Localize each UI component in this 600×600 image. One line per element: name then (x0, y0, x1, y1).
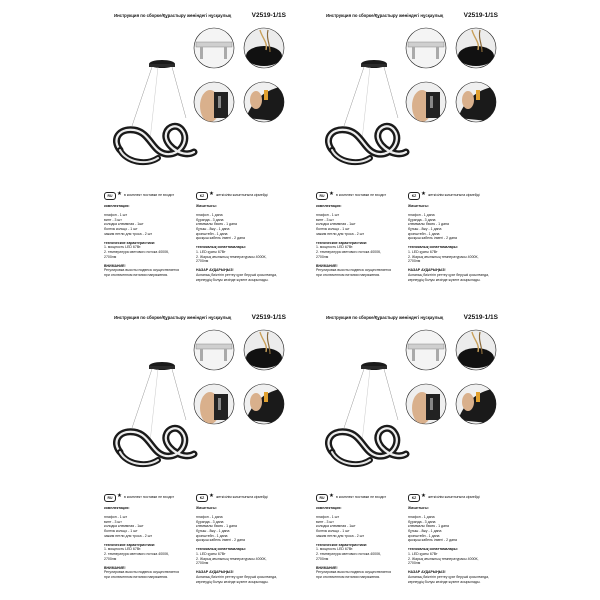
text-line: клеммалы бөсек - 1 дана (196, 222, 237, 227)
text-line: 2. Жарық ағынының температурасы 4000К, (196, 556, 267, 561)
text-line: болтик кольцо - 1 шт (104, 226, 138, 231)
ru-badge: RU (104, 192, 116, 200)
text-line: колодка клеммная - 1шт (316, 222, 356, 227)
text-line: 1. LED қуаты 67Вт (408, 249, 438, 254)
text-line: плафон - 1 дана (408, 213, 435, 218)
ru-column (104, 506, 192, 580)
text-line: Жиынтығы: (196, 204, 217, 208)
text-line: қысқыш кабель ілмегі - 2 дана (196, 538, 245, 543)
kz-column (408, 506, 502, 584)
text-line: Регулировка высоты подвеса осуществляется (316, 268, 392, 273)
text-line: плафон - 1 дана (196, 213, 223, 218)
legend-ru (316, 494, 408, 502)
lamp-illustration (106, 360, 202, 478)
text-line: комплектация: (104, 204, 130, 208)
card-top-right (312, 8, 502, 288)
text-line: бұгыш - 8жу - 1 дана (196, 226, 230, 231)
text-line: қысқыш кабель ілмегі - 2 дана (408, 236, 457, 241)
text-line: кернеудің болуы кезінде жүзеге асырылады. (196, 579, 269, 584)
text-line: кронштейн - 1 дана (196, 231, 228, 236)
text-line: кернеудің болуы кезінде жүзеге асырылады. (408, 579, 481, 584)
text-line: 2700лм (104, 254, 117, 259)
legend-text: жеткізілім жиынтығына кірмейді (428, 192, 480, 197)
text-line: зажим петли для троса - 2 шт (316, 533, 365, 538)
text-line: плафон - 1 шт (104, 213, 128, 218)
model-number: V2519-1/1S (251, 12, 286, 19)
ru-badge: RU (104, 494, 116, 502)
text-line: 1. LED қуаты 67Вт (408, 551, 438, 556)
text-line: бұгыш - 8жу - 1 дана (408, 226, 442, 231)
text-line: Регулировка высоты подвеса осуществляется (104, 570, 180, 575)
text-line: ВНИМАНИЕ! (104, 565, 126, 570)
star-icon: ★ (117, 191, 122, 197)
card-bottom-left (100, 310, 290, 590)
header-title: Инструкция по сборке/Құрастыру жөніндегі нұсқаулық (326, 13, 444, 18)
text-line: кернеудің болуы кезінде жүзеге асырылады. (408, 277, 481, 282)
card-header (114, 13, 290, 23)
legend-text: в комплект поставки не входит (336, 494, 387, 499)
text-line: винт - 3 шт (316, 519, 334, 524)
text-line: кронштейн - 1 дана (196, 533, 228, 538)
kz-column (196, 204, 290, 282)
text-line: клеммалы бөсек - 1 дана (196, 524, 237, 529)
text-line: клеммалы бөсек - 1 дана (408, 524, 449, 529)
assembly-photos (190, 328, 290, 442)
lamp-illustration (106, 58, 202, 176)
text-line: 2700лм (196, 561, 209, 566)
ru-column (316, 506, 404, 580)
text-line: 2. Жарық ағынының температурасы 4000К, (196, 254, 267, 259)
kz-column (408, 204, 502, 282)
text-line: 2. температура светового потока 4000К, (316, 249, 382, 254)
text-line: комплектация: (104, 506, 130, 510)
ru-column (316, 204, 404, 278)
text-line: техникалық сипаттамалары: (196, 245, 246, 250)
text-line: 1. мощность LED 67Вт. (316, 547, 354, 552)
model-number: V2519-1/1S (463, 314, 498, 321)
ru-column (104, 204, 192, 278)
text-line: Аспаның биіктігін реттеу қуат берушіі қосылғанда, (408, 272, 489, 277)
text-line: колодка клеммная - 1шт (104, 222, 144, 227)
legend-text: в комплект поставки не входит (124, 192, 175, 197)
legend-kz (196, 494, 290, 502)
ru-badge: RU (316, 494, 328, 502)
text-line: Аспаның биіктігін реттеу қуат берушіі қосылғанда, (196, 574, 277, 579)
legend-ru (104, 494, 196, 502)
text-line: бұранда - 3 дана (196, 519, 224, 524)
text-line: бұранда - 3 дана (408, 519, 436, 524)
text-line: винт - 3 шт (104, 217, 122, 222)
model-number: V2519-1/1S (463, 12, 498, 19)
text-line: винт - 3 шт (316, 217, 334, 222)
card-header (326, 315, 502, 325)
text-line: бұгыш - 8жу - 1 дана (408, 528, 442, 533)
text-line: кернеудің болуы кезінде жүзеге асырылады. (196, 277, 269, 282)
card-header (114, 315, 290, 325)
text-line: 2. температура светового потока 4000К, (104, 551, 170, 556)
text-line: технические характеристики: (316, 542, 368, 547)
header-title: Инструкция по сборке/Құрастыру жөніндегі нұсқаулық (114, 13, 232, 18)
text-line: НАЗАР АУДАРЫҢЫЗ! (408, 570, 446, 575)
legend-text: в комплект поставки не входит (124, 494, 175, 499)
text-line: ВНИМАНИЕ! (316, 263, 338, 268)
text-line: қысқыш кабель ілмегі - 2 дана (196, 236, 245, 241)
text-line: 2700лм (408, 259, 421, 264)
text-line: 2700лм (104, 556, 117, 561)
text-line: плафон - 1 шт (316, 515, 340, 520)
assembly-photos (402, 328, 502, 442)
lamp-illustration (318, 58, 414, 176)
legend-text: жеткізілім жиынтығына кірмейді (428, 494, 480, 499)
text-line: колодка клеммная - 1шт (316, 524, 356, 529)
ru-badge: RU (316, 192, 328, 200)
text-line: винт - 3 шт (104, 519, 122, 524)
text-line: 1. LED қуаты 67Вт (196, 551, 226, 556)
model-number: V2519-1/1S (251, 314, 286, 321)
kz-column (196, 506, 290, 584)
header-title: Инструкция по сборке/Құрастыру жөніндегі нұсқаулық (114, 315, 232, 320)
text-line: техникалық сипаттамалары: (196, 547, 246, 552)
text-line: 2700лм (196, 259, 209, 264)
legend-kz (196, 192, 290, 200)
legend-text: жеткізілім жиынтығына кірмейді (216, 494, 268, 499)
legend-ru (316, 192, 408, 200)
text-line: комплектация: (316, 506, 342, 510)
text-line: 2700лм (316, 556, 329, 561)
text-line: технические характеристики: (316, 240, 368, 245)
text-line: 2700лм (408, 561, 421, 566)
text-line: колодка клеммная - 1шт (104, 524, 144, 529)
lamp-illustration (318, 360, 414, 478)
text-line: зажим петли для троса - 2 шт (104, 533, 153, 538)
text-line: плафон - 1 дана (196, 515, 223, 520)
text-line: ВНИМАНИЕ! (316, 565, 338, 570)
text-line: бұранда - 3 дана (196, 217, 224, 222)
text-line: плафон - 1 шт (104, 515, 128, 520)
card-top-left (100, 8, 290, 288)
text-line: 2. температура светового потока 4000К, (104, 249, 170, 254)
text-line: технические характеристики: (104, 240, 156, 245)
star-icon: ★ (329, 493, 334, 499)
text-line: НАЗАР АУДАРЫҢЫЗ! (196, 268, 234, 273)
text-line: техникалық сипаттамалары: (408, 245, 458, 250)
text-line: Аспаның биіктігін реттеу қуат берушіі қосылғанда, (196, 272, 277, 277)
text-line: бұгыш - 8жу - 1 дана (196, 528, 230, 533)
text-line: при отключенном питании напряжения. (104, 574, 169, 579)
text-line: 1. LED қуаты 67Вт (196, 249, 226, 254)
text-line: 1. мощность LED 67Вт. (316, 245, 354, 250)
text-line: комплектация: (316, 204, 342, 208)
text-line: 2. Жарық ағынының температурасы 4000К, (408, 556, 479, 561)
text-line: болтик кольцо - 1 шт (104, 528, 138, 533)
text-line: кронштейн - 1 дана (408, 231, 440, 236)
legend-ru (104, 192, 196, 200)
text-line: при отключенном питании напряжения. (316, 574, 381, 579)
text-line: при отключенном питании напряжения. (104, 272, 169, 277)
kz-badge: KZ (196, 192, 208, 200)
text-line: при отключенном питании напряжения. (316, 272, 381, 277)
text-line: Жиынтығы: (408, 506, 429, 510)
card-bottom-right (312, 310, 502, 590)
star-icon: ★ (421, 191, 426, 197)
text-line: клеммалы бөсек - 1 дана (408, 222, 449, 227)
text-line: Регулировка высоты подвеса осуществляется (316, 570, 392, 575)
star-icon: ★ (329, 191, 334, 197)
text-line: кронштейн - 1 дана (408, 533, 440, 538)
card-header (326, 13, 502, 23)
legend-text: в комплект поставки не входит (336, 192, 387, 197)
text-line: болтик кольцо - 1 шт (316, 528, 350, 533)
text-line: плафон - 1 шт (316, 213, 340, 218)
text-line: 1. мощность LED 67Вт. (104, 245, 142, 250)
text-line: ВНИМАНИЕ! (104, 263, 126, 268)
legend-kz (408, 192, 502, 200)
text-line: болтик кольцо - 1 шт (316, 226, 350, 231)
text-line: Жиынтығы: (196, 506, 217, 510)
text-line: Жиынтығы: (408, 204, 429, 208)
text-line: қысқыш кабель ілмегі - 2 дана (408, 538, 457, 543)
text-line: зажим петли для троса - 2 шт (316, 231, 365, 236)
kz-badge: KZ (408, 494, 420, 502)
star-icon: ★ (209, 191, 214, 197)
assembly-photos (190, 26, 290, 140)
text-line: зажим петли для троса - 2 шт (104, 231, 153, 236)
text-line: бұранда - 3 дана (408, 217, 436, 222)
text-line: Аспаның биіктігін реттеу қуат берушіі қосылғанда, (408, 574, 489, 579)
text-line: 2700лм (316, 254, 329, 259)
text-line: 2. температура светового потока 4000К, (316, 551, 382, 556)
text-line: НАЗАР АУДАРЫҢЫЗ! (196, 570, 234, 575)
text-line: НАЗАР АУДАРЫҢЫЗ! (408, 268, 446, 273)
text-line: плафон - 1 дана (408, 515, 435, 520)
assembly-photos (402, 26, 502, 140)
legend-kz (408, 494, 502, 502)
text-line: Регулировка высоты подвеса осуществляется (104, 268, 180, 273)
kz-badge: KZ (408, 192, 420, 200)
text-line: техникалық сипаттамалары: (408, 547, 458, 552)
star-icon: ★ (117, 493, 122, 499)
star-icon: ★ (209, 493, 214, 499)
legend-text: жеткізілім жиынтығына кірмейді (216, 192, 268, 197)
text-line: 2. Жарық ағынының температурасы 4000К, (408, 254, 479, 259)
star-icon: ★ (421, 493, 426, 499)
header-title: Инструкция по сборке/Құрастыру жөніндегі нұсқаулық (326, 315, 444, 320)
text-line: 1. мощность LED 67Вт. (104, 547, 142, 552)
kz-badge: KZ (196, 494, 208, 502)
text-line: технические характеристики: (104, 542, 156, 547)
